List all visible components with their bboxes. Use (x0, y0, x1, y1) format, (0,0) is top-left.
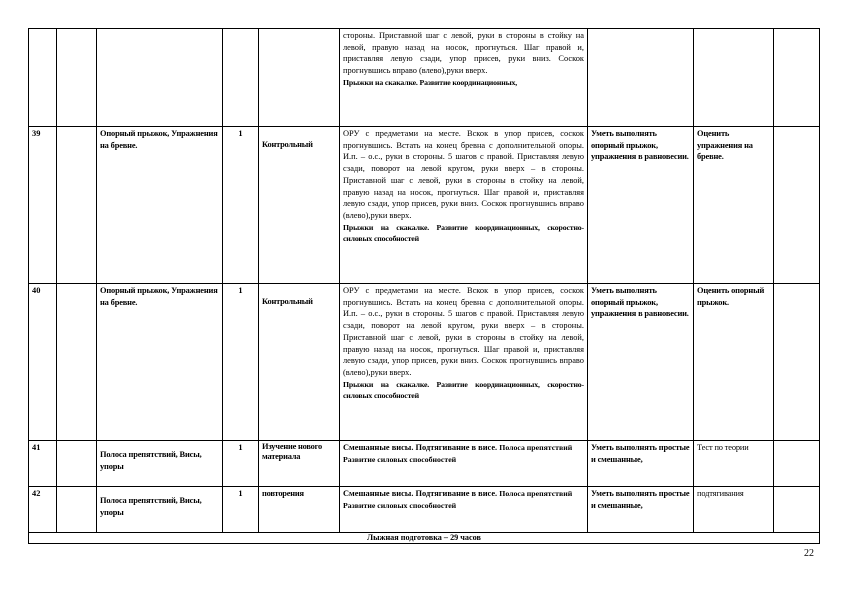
table-row (29, 487, 820, 533)
table-row (29, 284, 820, 441)
lesson-number: 41 (29, 441, 57, 487)
lesson-hours: 1 (223, 284, 259, 441)
lesson-result (588, 29, 694, 127)
notes-cell (774, 441, 820, 487)
content-bold-text: Прыжки на скакалке. Развитие координационных, скоростно-силовых способностей (343, 222, 584, 244)
content-line-2: Полоса препятствий Развитие силовых способностей (343, 489, 573, 510)
lesson-control: Оценить опорный прыжок. (694, 284, 774, 441)
lesson-topic (97, 29, 223, 127)
lesson-content (340, 29, 588, 127)
date-cell (57, 284, 97, 441)
lesson-topic: Опорный прыжок, Упражнения на бревне. (97, 127, 223, 284)
notes-cell (774, 487, 820, 533)
table-row (29, 127, 820, 284)
content-bold-text: Прыжки на скакалке. Развитие координационных, скоростно-силовых способностей (343, 379, 584, 401)
content-line-1: Смешанные висы. Подтягивание в висе. (343, 443, 498, 452)
lesson-result: Уметь выполнять простые и смешанные, (588, 487, 694, 533)
lesson-hours (223, 29, 259, 127)
notes-cell (774, 127, 820, 284)
lesson-content (340, 284, 588, 441)
lesson-result: Уметь выполнять опорный прыжок, упражнения в равновесии. (588, 284, 694, 441)
content-line-1: Смешанные висы. Подтягивание в висе. (343, 489, 498, 498)
date-cell (57, 487, 97, 533)
lesson-control: Тест по теории (694, 441, 774, 487)
lesson-type (259, 29, 340, 127)
lesson-type: повторения (259, 487, 340, 533)
section-title: Лыжная подготовка – 29 часов (29, 533, 820, 544)
lesson-topic: Полоса препятствий, Висы, упоры (97, 487, 223, 533)
lesson-content (340, 487, 588, 533)
lesson-number: 40 (29, 284, 57, 441)
table-row (29, 441, 820, 487)
lesson-control: подтягивания (694, 487, 774, 533)
lesson-topic: Полоса препятствий, Висы, упоры (97, 441, 223, 487)
notes-cell (774, 284, 820, 441)
page-number: 22 (804, 548, 814, 559)
lesson-plan-table (28, 28, 820, 544)
content-bold-text: Прыжки на скакалке. Развитие координационных, (343, 77, 518, 87)
content-text: ОРУ с предметами на месте. Вскок в упор присев, соскок прогнувшись. Встать на конец бревна с дополнительной опоры. И.п. – о.с., руки в стороны. 5 шагов с правой. Приставляя левую сзади, поворот на левой кругом, руки вверх – в стороны. Приставной шаг с левой, руки в стороны в стойку на левой, правую назад на носок, прогнуться. Шаг правой и, приставляя левую сзади, упор присев, руки вниз. Соскок прогнувшись вправо (влево),руки вверх. (343, 129, 584, 220)
content-line-2: Полоса препятствий Развитие силовых способностей (343, 443, 573, 464)
table-row (29, 29, 820, 127)
section-header-row (29, 533, 820, 544)
lesson-hours: 1 (223, 441, 259, 487)
lesson-number (29, 29, 57, 127)
lesson-hours: 1 (223, 487, 259, 533)
lesson-result: Уметь выполнять опорный прыжок, упражнения в равновесии. (588, 127, 694, 284)
lesson-hours: 1 (223, 127, 259, 284)
lesson-content (340, 127, 588, 284)
lesson-number: 39 (29, 127, 57, 284)
lesson-result: Уметь выполнять простые и смешанные, (588, 441, 694, 487)
lesson-topic: Опорный прыжок, Упражнения на бревне. (97, 284, 223, 441)
notes-cell (774, 29, 820, 127)
lesson-number: 42 (29, 487, 57, 533)
content-text: ОРУ с предметами на месте. Вскок в упор присев, соскок прогнувшись. Встать на конец бревна с дополнительной опоры. И.п. – о.с., руки в стороны. 5 шагов с правой. Приставляя левую сзади, поворот на левой кругом, руки вверх – в стороны. Приставной шаг с левой, руки в стороны в стойку на левой, правую назад на носок, прогнуться. Шаг правой и, приставляя левую сзади, упор присев, руки вниз. Соскок прогнувшись вправо (влево),руки вверх. (343, 286, 584, 377)
lesson-control: Оценить упражнения на бревне. (694, 127, 774, 284)
date-cell (57, 29, 97, 127)
lesson-content (340, 441, 588, 487)
content-text: стороны. Приставной шаг с левой, руки в стороны в стойку на левой, правую назад на носок, прогнуться. Шаг правой и, приставляя левую сзади, упор присев, руки вниз. Соскок прогнувшись вправо (влево),руки вверх. (343, 31, 584, 76)
lesson-type: Изучение нового материала (259, 441, 340, 487)
lesson-control (694, 29, 774, 127)
date-cell (57, 441, 97, 487)
lesson-type: Контрольный (259, 127, 340, 284)
lesson-type: Контрольный (259, 284, 340, 441)
date-cell (57, 127, 97, 284)
